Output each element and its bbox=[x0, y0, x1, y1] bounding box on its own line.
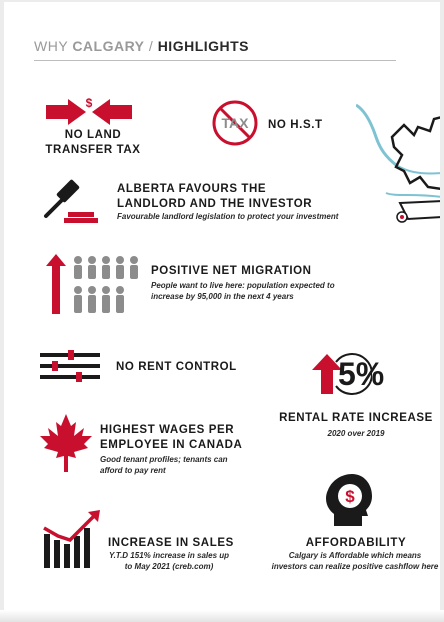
title-slash: / bbox=[148, 38, 154, 54]
rental-rate-value: 5% bbox=[338, 356, 385, 392]
sales-sub-line2: to May 2021 (creb.com) bbox=[124, 562, 214, 571]
header-divider bbox=[34, 60, 396, 61]
migration-sub-line2: increase by 95,000 in the next 4 years bbox=[151, 292, 294, 301]
person-icon bbox=[74, 256, 82, 279]
dollar-arrows-icon bbox=[46, 95, 132, 129]
migration-sub-line1: People want to live here: population expected to bbox=[151, 281, 335, 290]
rent-control-title: NO RENT CONTROL bbox=[116, 361, 237, 373]
migration-title: POSITIVE NET MIGRATION bbox=[151, 265, 312, 277]
migration-sub bbox=[151, 280, 335, 302]
landlord-sub: Favourable landlord legislation to protect your investment bbox=[117, 212, 339, 221]
maple-leaf-icon bbox=[38, 412, 94, 474]
head-dollar-icon bbox=[320, 472, 376, 528]
wages-sub-line2: afford to pay rent bbox=[100, 466, 166, 475]
land-tax-title: NO LAND TRANSFER TAX bbox=[45, 129, 141, 156]
landlord-title-line2: LANDLORD AND THE INVESTOR bbox=[117, 198, 313, 210]
svg-text:$: $ bbox=[345, 487, 355, 506]
title-calgary: CALGARY bbox=[72, 38, 145, 54]
rental-rate-sub: 2020 over 2019 bbox=[327, 429, 385, 438]
no-tax-icon bbox=[210, 98, 260, 148]
sliders-icon bbox=[40, 350, 100, 382]
no-tax-icon-label: TAX bbox=[221, 115, 249, 131]
affordability-sub-line2: investors can realize positive cashflow here bbox=[271, 562, 439, 571]
affordability-sub-line1: Calgary is Affordable which means bbox=[288, 551, 422, 560]
wages-sub bbox=[100, 454, 228, 476]
wages-title-line2: EMPLOYEE IN CANADA bbox=[100, 439, 243, 451]
rental-rate-title: RENTAL RATE INCREASE bbox=[279, 412, 433, 424]
landlord-title-line1: ALBERTA FAVOURS THE bbox=[117, 183, 267, 195]
title-highlights: HIGHLIGHTS bbox=[157, 38, 250, 54]
wages-sub-line1: Good tenant profiles; tenants can bbox=[100, 455, 228, 464]
page-shadow bbox=[0, 610, 444, 622]
bar-growth-icon bbox=[42, 510, 100, 570]
affordability-sub bbox=[266, 550, 440, 572]
infographic-page bbox=[4, 2, 440, 618]
people-arrow-icon bbox=[46, 254, 142, 316]
wages-title bbox=[100, 423, 242, 453]
map-icon bbox=[356, 97, 440, 237]
sales-title: INCREASE IN SALES bbox=[108, 537, 234, 549]
wages-title-line1: HIGHEST WAGES PER bbox=[100, 424, 235, 436]
affordability-title: AFFORDABILITY bbox=[305, 537, 407, 549]
page-title bbox=[34, 38, 249, 54]
svg-text:$: $ bbox=[85, 96, 93, 110]
sales-sub-line1: Y.T.D 151% increase in sales up bbox=[108, 551, 230, 560]
hst-title: NO H.S.T bbox=[268, 119, 323, 131]
sales-sub bbox=[108, 550, 230, 572]
gavel-icon bbox=[42, 178, 98, 226]
landlord-title bbox=[117, 182, 312, 212]
title-why: WHY bbox=[34, 38, 68, 54]
